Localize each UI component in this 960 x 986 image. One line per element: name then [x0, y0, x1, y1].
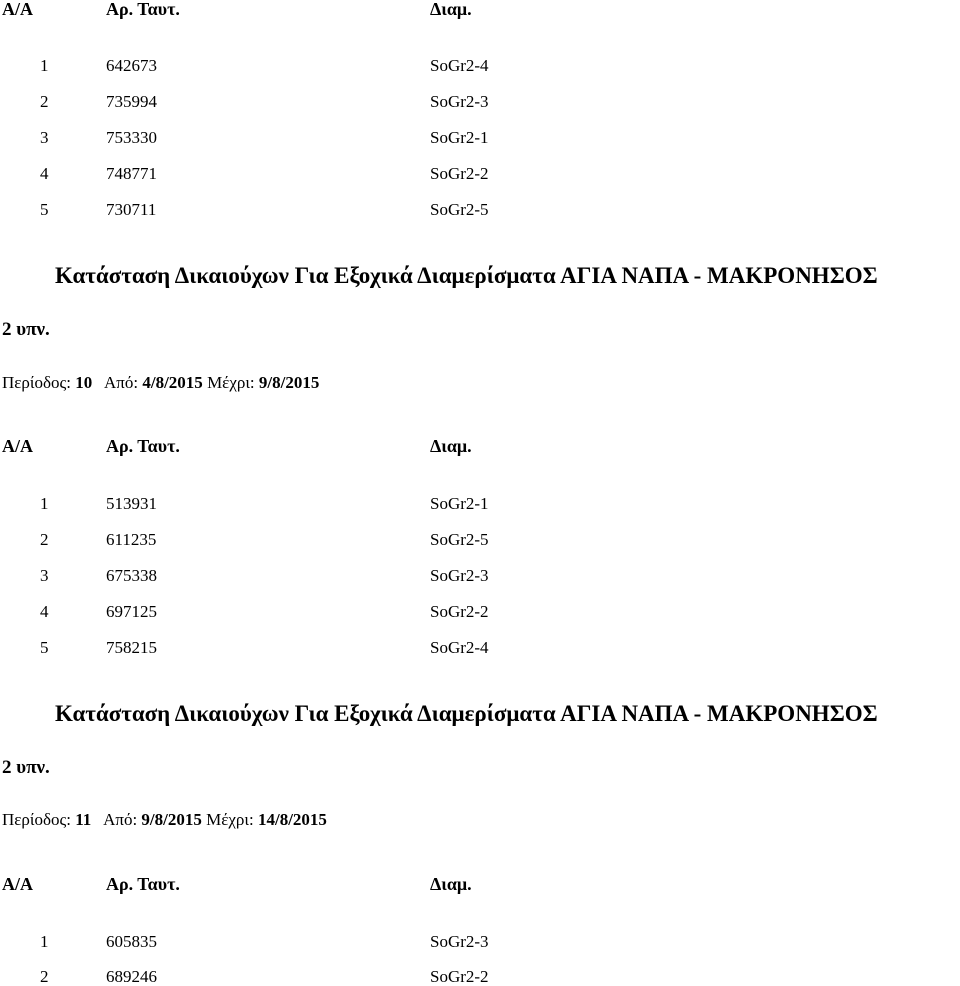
row-apt: SoGr2-4: [430, 56, 489, 75]
row-number: 5: [40, 638, 49, 657]
room-type: 2 υπν.: [2, 757, 50, 778]
period-number: 10: [75, 373, 93, 392]
header-id: Αρ. Ταυτ.: [106, 0, 180, 19]
header-aa: Α/Α: [2, 436, 33, 456]
row-apt: SoGr2-2: [430, 602, 489, 621]
header-aa: Α/Α: [2, 0, 33, 19]
row-apt: SoGr2-2: [430, 164, 489, 183]
row-id: 758215: [106, 638, 157, 657]
period-label: Περίοδος:: [2, 373, 71, 392]
row-apt: SoGr2-5: [430, 530, 489, 549]
from-date: 4/8/2015: [142, 373, 203, 392]
row-number: 1: [40, 494, 49, 513]
row-apt: SoGr2-1: [430, 128, 489, 147]
row-number: 5: [40, 200, 49, 219]
row-apt: SoGr2-2: [430, 967, 489, 986]
from-label: Από:: [103, 810, 138, 829]
row-id: 675338: [106, 566, 157, 585]
row-number: 4: [40, 602, 49, 621]
row-apt: SoGr2-5: [430, 200, 489, 219]
report-title: Κατάσταση Δικαιούχων Για Εξοχικά Διαμερίσματα ΑΓΙΑ ΝΑΠΑ - ΜΑΚΡΟΝΗΣΟΣ: [55, 263, 878, 288]
to-date: 14/8/2015: [257, 810, 327, 829]
from-label: Από:: [104, 373, 139, 392]
period-label: Περίοδος:: [2, 810, 71, 829]
row-number: 3: [40, 566, 49, 585]
row-number: 3: [40, 128, 49, 147]
room-type: 2 υπν.: [2, 319, 50, 340]
row-id: 748771: [106, 164, 157, 183]
row-number: 1: [40, 932, 49, 951]
row-id: 611235: [106, 530, 157, 549]
header-apt: Διαμ.: [430, 874, 472, 894]
row-number: 4: [40, 164, 49, 183]
report-title: Κατάσταση Δικαιούχων Για Εξοχικά Διαμερίσματα ΑΓΙΑ ΝΑΠΑ - ΜΑΚΡΟΝΗΣΟΣ: [55, 701, 878, 726]
row-number: 2: [40, 530, 49, 549]
header-aa: Α/Α: [2, 874, 33, 894]
from-date: 9/8/2015: [141, 810, 202, 829]
to-label: Μέχρι:: [206, 810, 254, 829]
row-apt: SoGr2-3: [430, 566, 489, 585]
row-id: 513931: [106, 494, 157, 513]
period-info: [2, 374, 319, 391]
row-apt: SoGr2-3: [430, 92, 489, 111]
header-apt: Διαμ.: [430, 436, 472, 456]
period-info: [2, 811, 327, 828]
row-apt: SoGr2-3: [430, 932, 489, 951]
to-date: 9/8/2015: [258, 373, 320, 392]
header-id: Αρ. Ταυτ.: [106, 874, 180, 894]
row-id: 642673: [106, 56, 157, 75]
row-number: 1: [40, 56, 49, 75]
row-id: 753330: [106, 128, 157, 147]
row-id: 697125: [106, 602, 157, 621]
row-id: 735994: [106, 92, 157, 111]
row-id: 730711: [106, 200, 157, 219]
header-apt: Διαμ.: [430, 0, 472, 19]
header-id: Αρ. Ταυτ.: [106, 436, 180, 456]
row-apt: SoGr2-4: [430, 638, 489, 657]
row-number: 2: [40, 967, 49, 986]
row-number: 2: [40, 92, 49, 111]
row-id: 605835: [106, 932, 157, 951]
row-id: 689246: [106, 967, 157, 986]
row-apt: SoGr2-1: [430, 494, 489, 513]
to-label: Μέχρι:: [207, 373, 255, 392]
period-number: 11: [75, 810, 92, 829]
